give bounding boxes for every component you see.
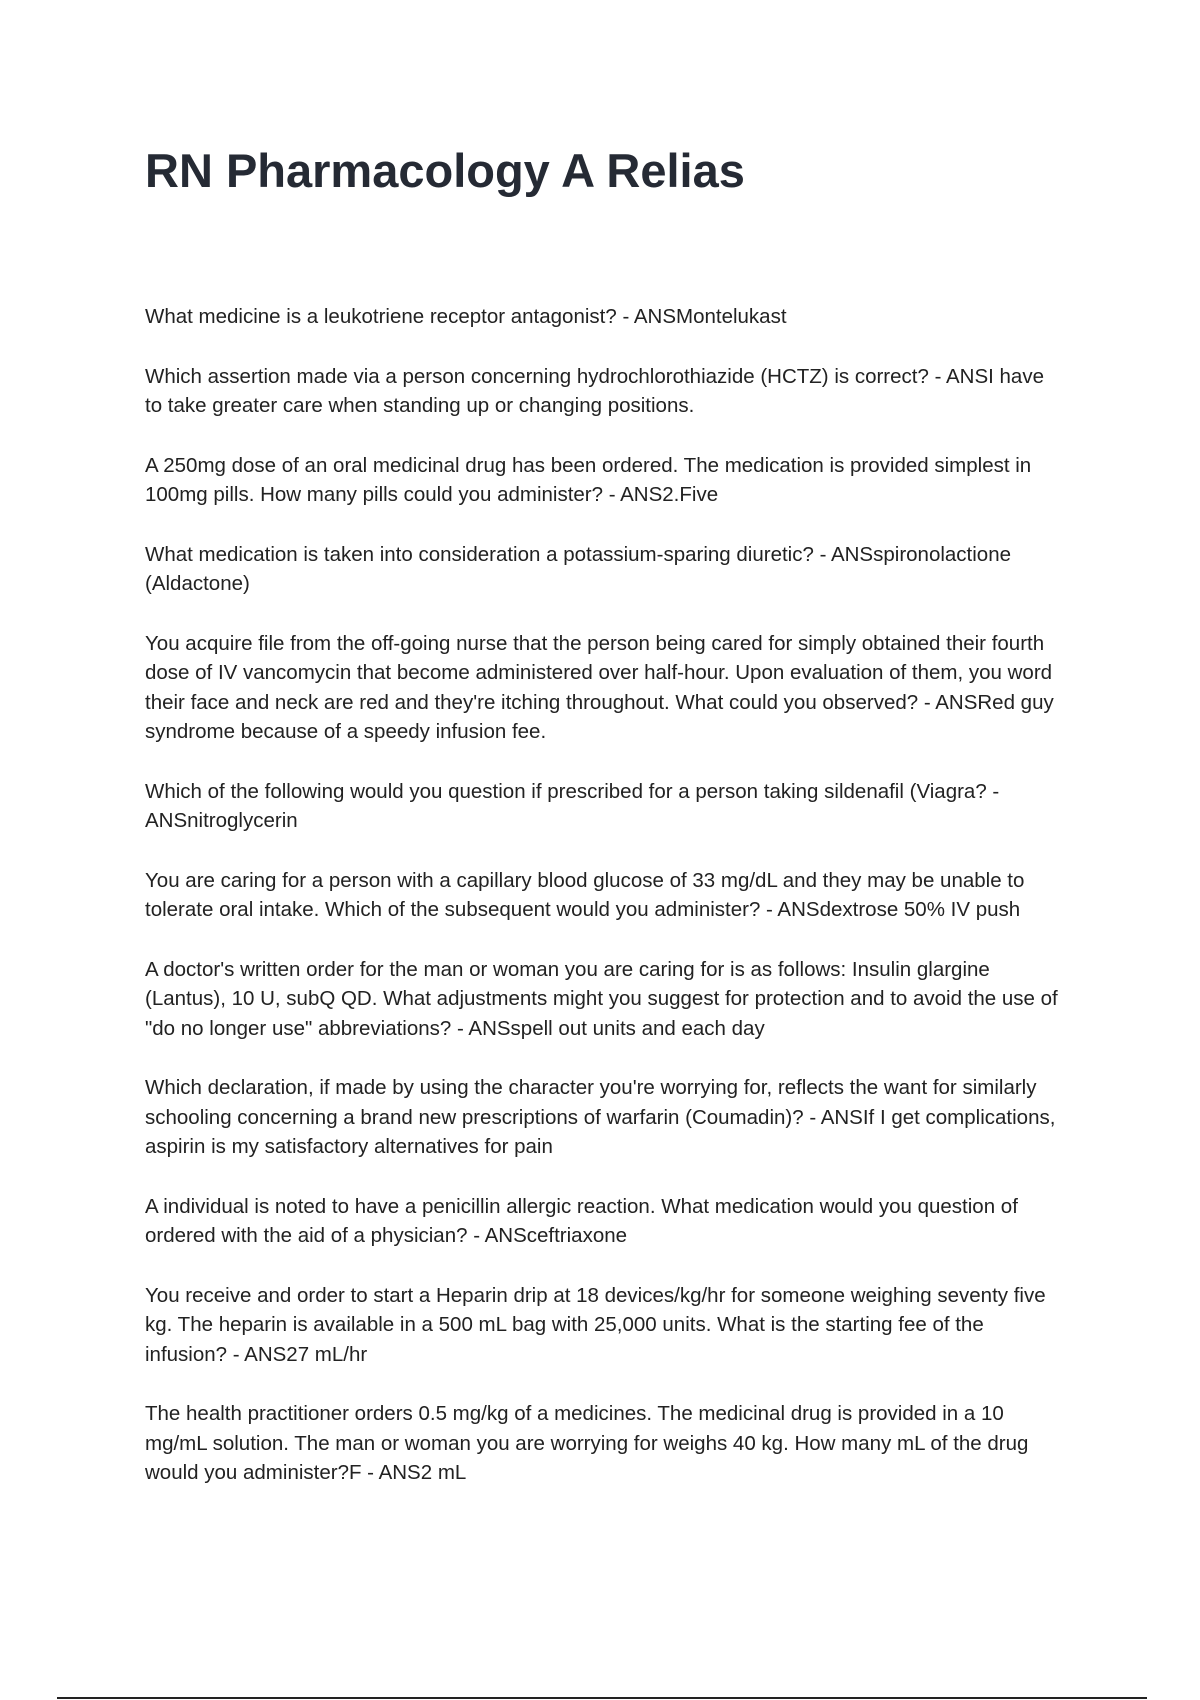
qa-item: You receive and order to start a Heparin drip at 18 devices/kg/hr for someone weighing seventy five kg. The heparin is available in a 500 mL bag with 25,000 units. What is the starting fee of the infusion? - ANS27 mL/hr (145, 1283, 1046, 1366)
qa-item: You are caring for a person with a capillary blood glucose of 33 mg/dL and they may be unable to tolerate oral intake. Which of the subsequent would you administer? - ANSdextrose 50% IV push (145, 868, 1025, 921)
page-title: RN Pharmacology A Relias (145, 144, 745, 197)
qa-item: What medication is taken into consideration a potassium-sparing diuretic? - ANSspironolactione (Aldactone) (145, 542, 1012, 595)
qa-item: Which declaration, if made by using the character you're worrying for, reflects the want for similarly schooling concerning a brand new prescriptions of warfarin (Coumadin)? - ANSIf I get complications, aspirin is my satisfactory alternatives for pain (145, 1076, 1056, 1158)
qa-item: What medicine is a leukotriene receptor antagonist? - ANSMontelukast (145, 305, 787, 328)
qa-item: A doctor's written order for the man or woman you are caring for is as follows: Insulin glargine (Lantus), 10 U, subQ QD. What adjustments might you suggest for protection and to avoid the use of "do no longer use" abbreviations? - ANSspell out units and each day (145, 957, 1058, 1040)
qa-item: A individual is noted to have a penicillin allergic reaction. What medication would you question of ordered with the aid of a physician? - ANSceftriaxone (145, 1194, 1018, 1247)
qa-item: Which of the following would you question if prescribed for a person taking sildenafil (Viagra? - ANSnitroglycerin (145, 779, 1000, 832)
footer-divider (57, 1697, 1147, 1699)
qa-list (145, 302, 1065, 1518)
qa-item: Which assertion made via a person concerning hydrochlorothiazide (HCTZ) is correct? - ANSI have to take greater care when standing up or changing positions. (145, 364, 1044, 417)
qa-item: The health practitioner orders 0.5 mg/kg of a medicines. The medicinal drug is provided in a 10 mg/mL solution. The man or woman you are worrying for weighs 40 kg. How many mL of the drug would you administer?F - ANS2 mL (145, 1402, 1029, 1484)
qa-item: You acquire file from the off-going nurse that the person being cared for simply obtained their fourth dose of IV vancomycin that become administered over half-hour. Upon evaluation of them, you word their face and neck are red and they're itching throughout. What could you observed? - ANSRed guy syndrome because of a speedy infusion fee. (145, 631, 1054, 743)
qa-item: A 250mg dose of an oral medicinal drug has been ordered. The medication is provided simplest in 100mg pills. How many pills could you administer? - ANS2.Five (145, 453, 1032, 506)
